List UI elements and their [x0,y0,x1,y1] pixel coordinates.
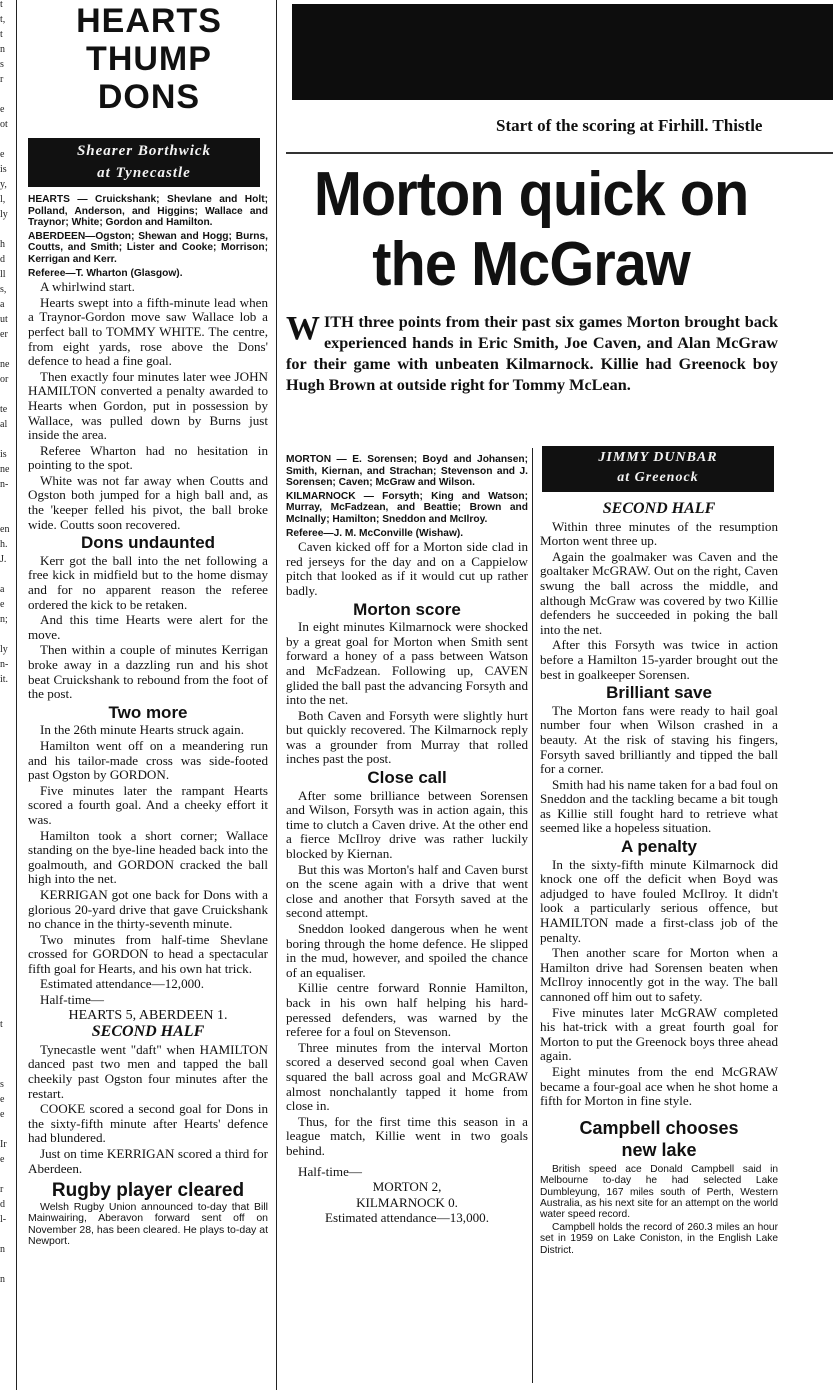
gutter-fragment: e [0,599,5,610]
gutter-fragment [0,975,14,987]
byline-venue: at Tynecastle [97,165,191,181]
gutter-fragment: a [0,299,5,310]
gutter-fragment: er [0,329,8,340]
byline-venue: at Greenock [617,470,699,485]
headline-line-2: THUMP [86,40,212,78]
gutter-fragment: s, [0,284,7,295]
gutter-fragment [0,915,14,927]
paragraph: COOKE scored a second goal for Dons in the sixty-fifth minute after Hearts' defence had blundered. [28,1101,268,1146]
photo [292,4,833,100]
column-rule-right [532,448,533,1383]
attendance: Estimated attendance—13,000. [325,1210,489,1226]
gutter-fragment [0,1125,14,1137]
gutter-fragment [0,1230,14,1242]
paragraph: Again the goalmaker was Caven and the goaltaker McGRAW. Out on the right, Caven swung the ball across the middle, and although McGraw was covered by two Killie defenders he succeeded in poking the ball into the net. [540,548,778,637]
paragraph: Five minutes later the rampant Hearts scored a fourth goal. And a cheeky effort it was. [28,782,268,827]
campbell-paragraph: British speed ace Donald Campbell said in Melbourne to-day he had selected Lake Dumbleyung, 167 miles south of Perth, Western Australia, as his next site for an attempt on the world water speed record. [540,1163,778,1221]
score-kilmarnock: KILMARNOCK 0. [356,1194,458,1210]
morton-body [286,452,528,1382]
gutter-fragment [0,780,14,792]
gutter-fragment [0,720,14,732]
headline-line-3: DONS [97,78,201,116]
subheading-line-1: Campbell chooses [579,1117,739,1138]
gutter-fragment: is [0,164,7,175]
campbell-paragraph: Campbell holds the record of 260.3 miles an hour set in 1959 on Lake Coniston, in the English Lake District. [540,1221,778,1256]
gutter-fragment: or [0,374,9,385]
subheading-two-more: Two more [108,702,188,722]
gutter-fragment: ll [0,269,6,280]
gutter-fragment [0,390,14,402]
halftime-label: Half-time— [298,1163,362,1179]
gutter-fragment: t [0,29,3,40]
paragraph: Five minutes later McGRAW completed his hat-trick with a great fourth goal for Morton to put the Greenock boys three ahead again. [540,1004,778,1064]
paragraph: In eight minutes Kilmarnock were shocked by a great goal for Morton when Smith sent forward a honey of a pass between Watson and McFadzean. Following up, CAVEN glided the ball past the advancing Forsyth and into the net. [286,619,528,708]
gutter-fragment: is [0,449,7,460]
hearts-headline [24,2,274,116]
gutter-fragment: s [0,59,4,70]
gutter-fragment: y, [0,179,7,190]
score-morton: MORTON 2, [372,1179,442,1195]
intro-text: ITH three points from their past six games Morton brought back experienced hands in Eric Smith, Joe Caven, and Alan McGraw for their game with unbeaten Kilmarnock. Killie had Greenock boy Hugh Brown at outside right for Tommy McLean. [286,313,778,394]
gutter-fragment [0,690,14,702]
gutter-fragment [0,495,14,507]
paragraph: White was not far away when Coutts and Ogston both jumped for a high ball and, as the 'keeper felled his pivot, the ball broke wide. Coutts soon recovered. [28,472,268,532]
halftime-score: HEARTS 5, ABERDEEN 1. [68,1007,228,1023]
paragraph: Then another scare for Morton when a Hamilton drive had Sorensen beaten when McIlroy innocently got in the way. The ball cannoned off him out to safety. [540,945,778,1004]
paragraph: Caven kicked off for a Morton side clad in red jerseys for the day and on a Cappielow pitch that looked as if it would cut up rather badly. [286,539,528,598]
gutter-fragment: ut [0,314,8,325]
subheading-second-half: SECOND HALF [91,1023,205,1041]
rugby-paragraph: Welsh Rugby Union announced to-day that Bill Mainwairing, Aberavon forward sent off on November 28, has been cleared. He plays to-day at Newport. [28,1200,268,1248]
paragraph: But this was Morton's half and Caven burst on the scene again with a drive that went close and another that Forsyth saved at the second attempt. [286,861,528,921]
paragraph: In the 26th minute Hearts struck again. [40,722,244,738]
gutter-fragment [0,1065,14,1077]
gutter-fragment: n [0,1244,5,1255]
gutter-fragment: l- [0,1214,7,1225]
gutter-fragment: r [0,74,4,85]
morton-byline [542,446,774,492]
gutter-fragment [0,945,14,957]
subheading-close-call: Close call [367,768,447,788]
gutter-fragment [0,960,14,972]
paragraph: Within three minutes of the resumption Morton went three up. [540,518,778,549]
byline-name: Shearer Borthwick [76,143,212,159]
gutter-fragment [0,795,14,807]
headline-line-1: HEARTS [76,2,222,40]
gutter-fragment: ly [0,644,8,655]
column-rule-left [276,0,277,1390]
gutter-fragment [0,855,14,867]
gutter-fragment [0,900,14,912]
gutter-fragment [0,90,14,102]
paragraph: Three minutes from the interval Morton scored a deserved second goal when Caven squared the ball across goal and McGRAW almost nonchalantly tapped it home from close in. [286,1039,528,1114]
gutter-fragment: n- [0,659,9,670]
paragraph: KERRIGAN got one back for Dons with a glorious 20-yard drive that gave Cruickshank no chance in the thirty-seventh minute. [28,886,268,932]
gutter-fragment: J. [0,554,7,565]
hearts-body [28,192,268,1382]
gutter-fragment: r [0,1184,4,1195]
gutter-fragment [0,990,14,1002]
gutter-fragment: ot [0,119,8,130]
gutter-fragment [0,135,14,147]
morton-headline [286,160,749,300]
gutter-fragment: t [0,0,3,10]
subheading-second-half: SECOND HALF [602,500,716,517]
gutter-fragment [0,630,14,642]
subheading-rugby: Rugby player cleared [51,1180,245,1202]
gutter-fragment: it. [0,674,9,685]
byline-name: JIMMY DUNBAR [598,450,718,465]
gutter-fragment [0,570,14,582]
paragraph: Eight minutes from the end McGRAW became a four-goal ace when he shot home a fifth for Morton in fine style. [540,1063,778,1109]
gutter-fragment: ne [0,464,10,475]
gutter-fragment: n [0,44,5,55]
gutter-fragment [0,825,14,837]
morton-body-continued [540,500,778,1385]
morton-intro [286,312,778,396]
headline-line-2: the McGraw [372,230,690,299]
adjacent-page-gutter [0,0,14,1390]
paragraph: Hamilton took a short corner; Wallace standing on the bye-line headed back into the goalmouth, and GORDON cracked the ball high into the net. [28,827,268,887]
gutter-fragment: t, [0,14,6,25]
hearts-byline [28,138,260,187]
paragraph: A whirlwind start. [40,279,135,295]
paragraph: Just on time KERRIGAN scored a third for Aberdeen. [28,1146,268,1176]
gutter-fragment: s [0,1079,4,1090]
paragraph: Hearts swept into a fifth-minute lead when a Traynor-Gordon move saw Wallace lob a perfect ball to TOMMY WHITE. The centre, from eight yards, rose above the Dons' defence to head a fine goal. [28,294,268,369]
gutter-fragment [0,345,14,357]
hearts-article [24,2,274,116]
subheading-campbell [540,1117,778,1161]
gutter-fragment [0,750,14,762]
paragraph: Then exactly four minutes later wee JOHN HAMILTON converted a penalty awarded to Hearts when Gordon, put in possession by Wallace, was pulled down by Burns just inside the area. [28,368,268,443]
gutter-fragment: e [0,1154,5,1165]
gutter-fragment [0,1050,14,1062]
referee: Referee—T. Wharton (Glasgow). [28,267,183,279]
lineup-aberdeen: ABERDEEN—Ogston; Shewan and Hogg; Burns, Coutts, and Smith; Lister and Cooke; Morrison; Kerrigan and Kerr. [28,230,268,265]
paragraph: Kerr got the ball into the net following a free kick in midfield but to the home dismay and for no apparent reason the referee ordered the kick to be retaken. [28,552,268,612]
gutter-fragment [0,705,14,717]
gutter-fragment: ne [0,359,10,370]
paragraph: Two minutes from half-time Shevlane crossed for GORDON to head a spectacular fifth goal for Hearts, and his own hat trick. [28,931,268,976]
gutter-fragment: h. [0,539,8,550]
gutter-fragment: h [0,239,5,250]
gutter-fragment [0,1170,14,1182]
gutter-rule [16,0,17,1390]
gutter-fragment [0,435,14,447]
paragraph: After this Forsyth was twice in action before a Hamilton 15-yarder brought out the best in goalkeeper Sorensen. [540,637,778,682]
paragraph: And this time Hearts were alert for the move. [28,612,268,642]
gutter-fragment: ly [0,209,8,220]
subheading-brilliant-save: Brilliant save [606,683,712,703]
gutter-fragment: en [0,524,10,535]
gutter-fragment [0,810,14,822]
gutter-fragment: al [0,419,8,430]
gutter-fragment: n [0,1274,5,1285]
lineup-kilmarnock: KILMARNOCK — Forsyth; King and Watson; Murray, McFadzean, and Beattie; Brown and McInally; Hamilton; Sneddon and McIlroy. [286,490,528,525]
gutter-fragment [0,225,14,237]
gutter-fragment: l, [0,194,6,205]
paragraph: Thus, for the first time this season in a league match, Killie went in two goals behind. [286,1113,528,1158]
gutter-fragment [0,765,14,777]
gutter-fragment [0,1005,14,1017]
gutter-fragment: Ir [0,1139,7,1150]
subheading-a-penalty: A penalty [621,837,697,857]
paragraph: Hamilton went off on a meandering run and his tailor-made cross was side-footed past Ogston by GORDON. [28,737,268,783]
gutter-fragment: e [0,104,5,115]
gutter-fragment: te [0,404,8,415]
paragraph: Then within a couple of minutes Kerrigan broke away in a dazzling run and his shot beat Cruickshank to rebound from the foot of the post. [28,642,268,702]
gutter-fragment: t [0,1019,3,1030]
gutter-fragment [0,735,14,747]
gutter-fragment: e [0,149,5,160]
paragraph: Smith had his name taken for a bad foul on Sneddon and the tackling became a bit tough as Killie still fought hard to retrieve what seemed like a hopeless situation. [540,776,778,836]
gutter-fragment: e [0,1094,5,1105]
paragraph: Sneddon looked dangerous when he went boring through the home defence. He slipped in the mud, however, and spoiled the chance of an equaliser. [286,921,528,980]
gutter-fragment: n; [0,614,8,625]
paragraph: Killie centre forward Ronnie Hamilton, back in his own half helping his hard-peressed defenders, was warned by the referee for a foul on Stevenson. [286,980,528,1040]
drop-cap: W [286,310,320,347]
gutter-fragment: e [0,1109,5,1120]
gutter-fragment [0,510,14,522]
referee: Referee—J. M. McConville (Wishaw). [286,527,464,539]
paragraph: Referee Wharton had no hesitation in pointing to the spot. [28,442,268,473]
lineup-hearts: HEARTS — Cruickshank; Shevlane and Holt; Polland, Anderson, and Higgins; Wallace and Traynor; White; Gordon and Hamilton. [28,194,268,229]
paragraph: After some brilliance between Sorensen and Wilson, Forsyth was in action again, this time to clutch a Caven drive. At the other end a fierce McIlroy drive was rather luckily blocked by Kiernan. [286,787,528,862]
gutter-fragment [0,1260,14,1272]
paragraph: In the sixty-fifth minute Kilmarnock did knock one off the deficit when Boyd was adjudged to have fouled McIlroy. It didn't look a particularly serious offence, but HAMILTON made a first-class job of the penalty. [540,856,778,945]
paragraph: Both Caven and Forsyth were slightly hurt but quickly recovered. The Kilmarnock reply was a grounder from Murray that rolled inches past the post. [286,707,528,767]
gutter-fragment [0,1035,14,1047]
headline-line-1: Morton quick on [313,160,749,229]
photo-caption: Start of the scoring at Firhill. Thistle [496,116,763,135]
subheading-dons-undaunted: Dons undaunted [80,533,216,553]
gutter-fragment [0,870,14,882]
halftime-label: Half-time— [40,992,104,1008]
gutter-fragment [0,930,14,942]
gutter-fragment [0,885,14,897]
gutter-fragment [0,840,14,852]
gutter-fragment: d [0,254,5,265]
subheading-line-2: new lake [621,1139,697,1160]
caption-rule [286,152,833,154]
gutter-fragment: d [0,1199,5,1210]
lineup-morton: MORTON — E. Sorensen; Boyd and Johansen; Smith, Kiernan, and Strachan; Stevenson and J. Sorensen; Caven; McGraw and Wilson. [286,454,528,489]
attendance: Estimated attendance—12,000. [40,976,204,992]
paragraph: The Morton fans were ready to hail goal number four when Wilson crashed in a beauty. At the risk of staving his fingers, Forsyth saved brilliantly and tipped the ball for a corner. [540,702,778,777]
subheading-morton-score: Morton score [353,599,461,619]
gutter-fragment: n- [0,479,9,490]
gutter-fragment: a [0,584,5,595]
paragraph: Tynecastle went "daft" when HAMILTON danced past two men and tapped the ball cheekily past Ogston four minutes after the restart. [28,1041,268,1101]
